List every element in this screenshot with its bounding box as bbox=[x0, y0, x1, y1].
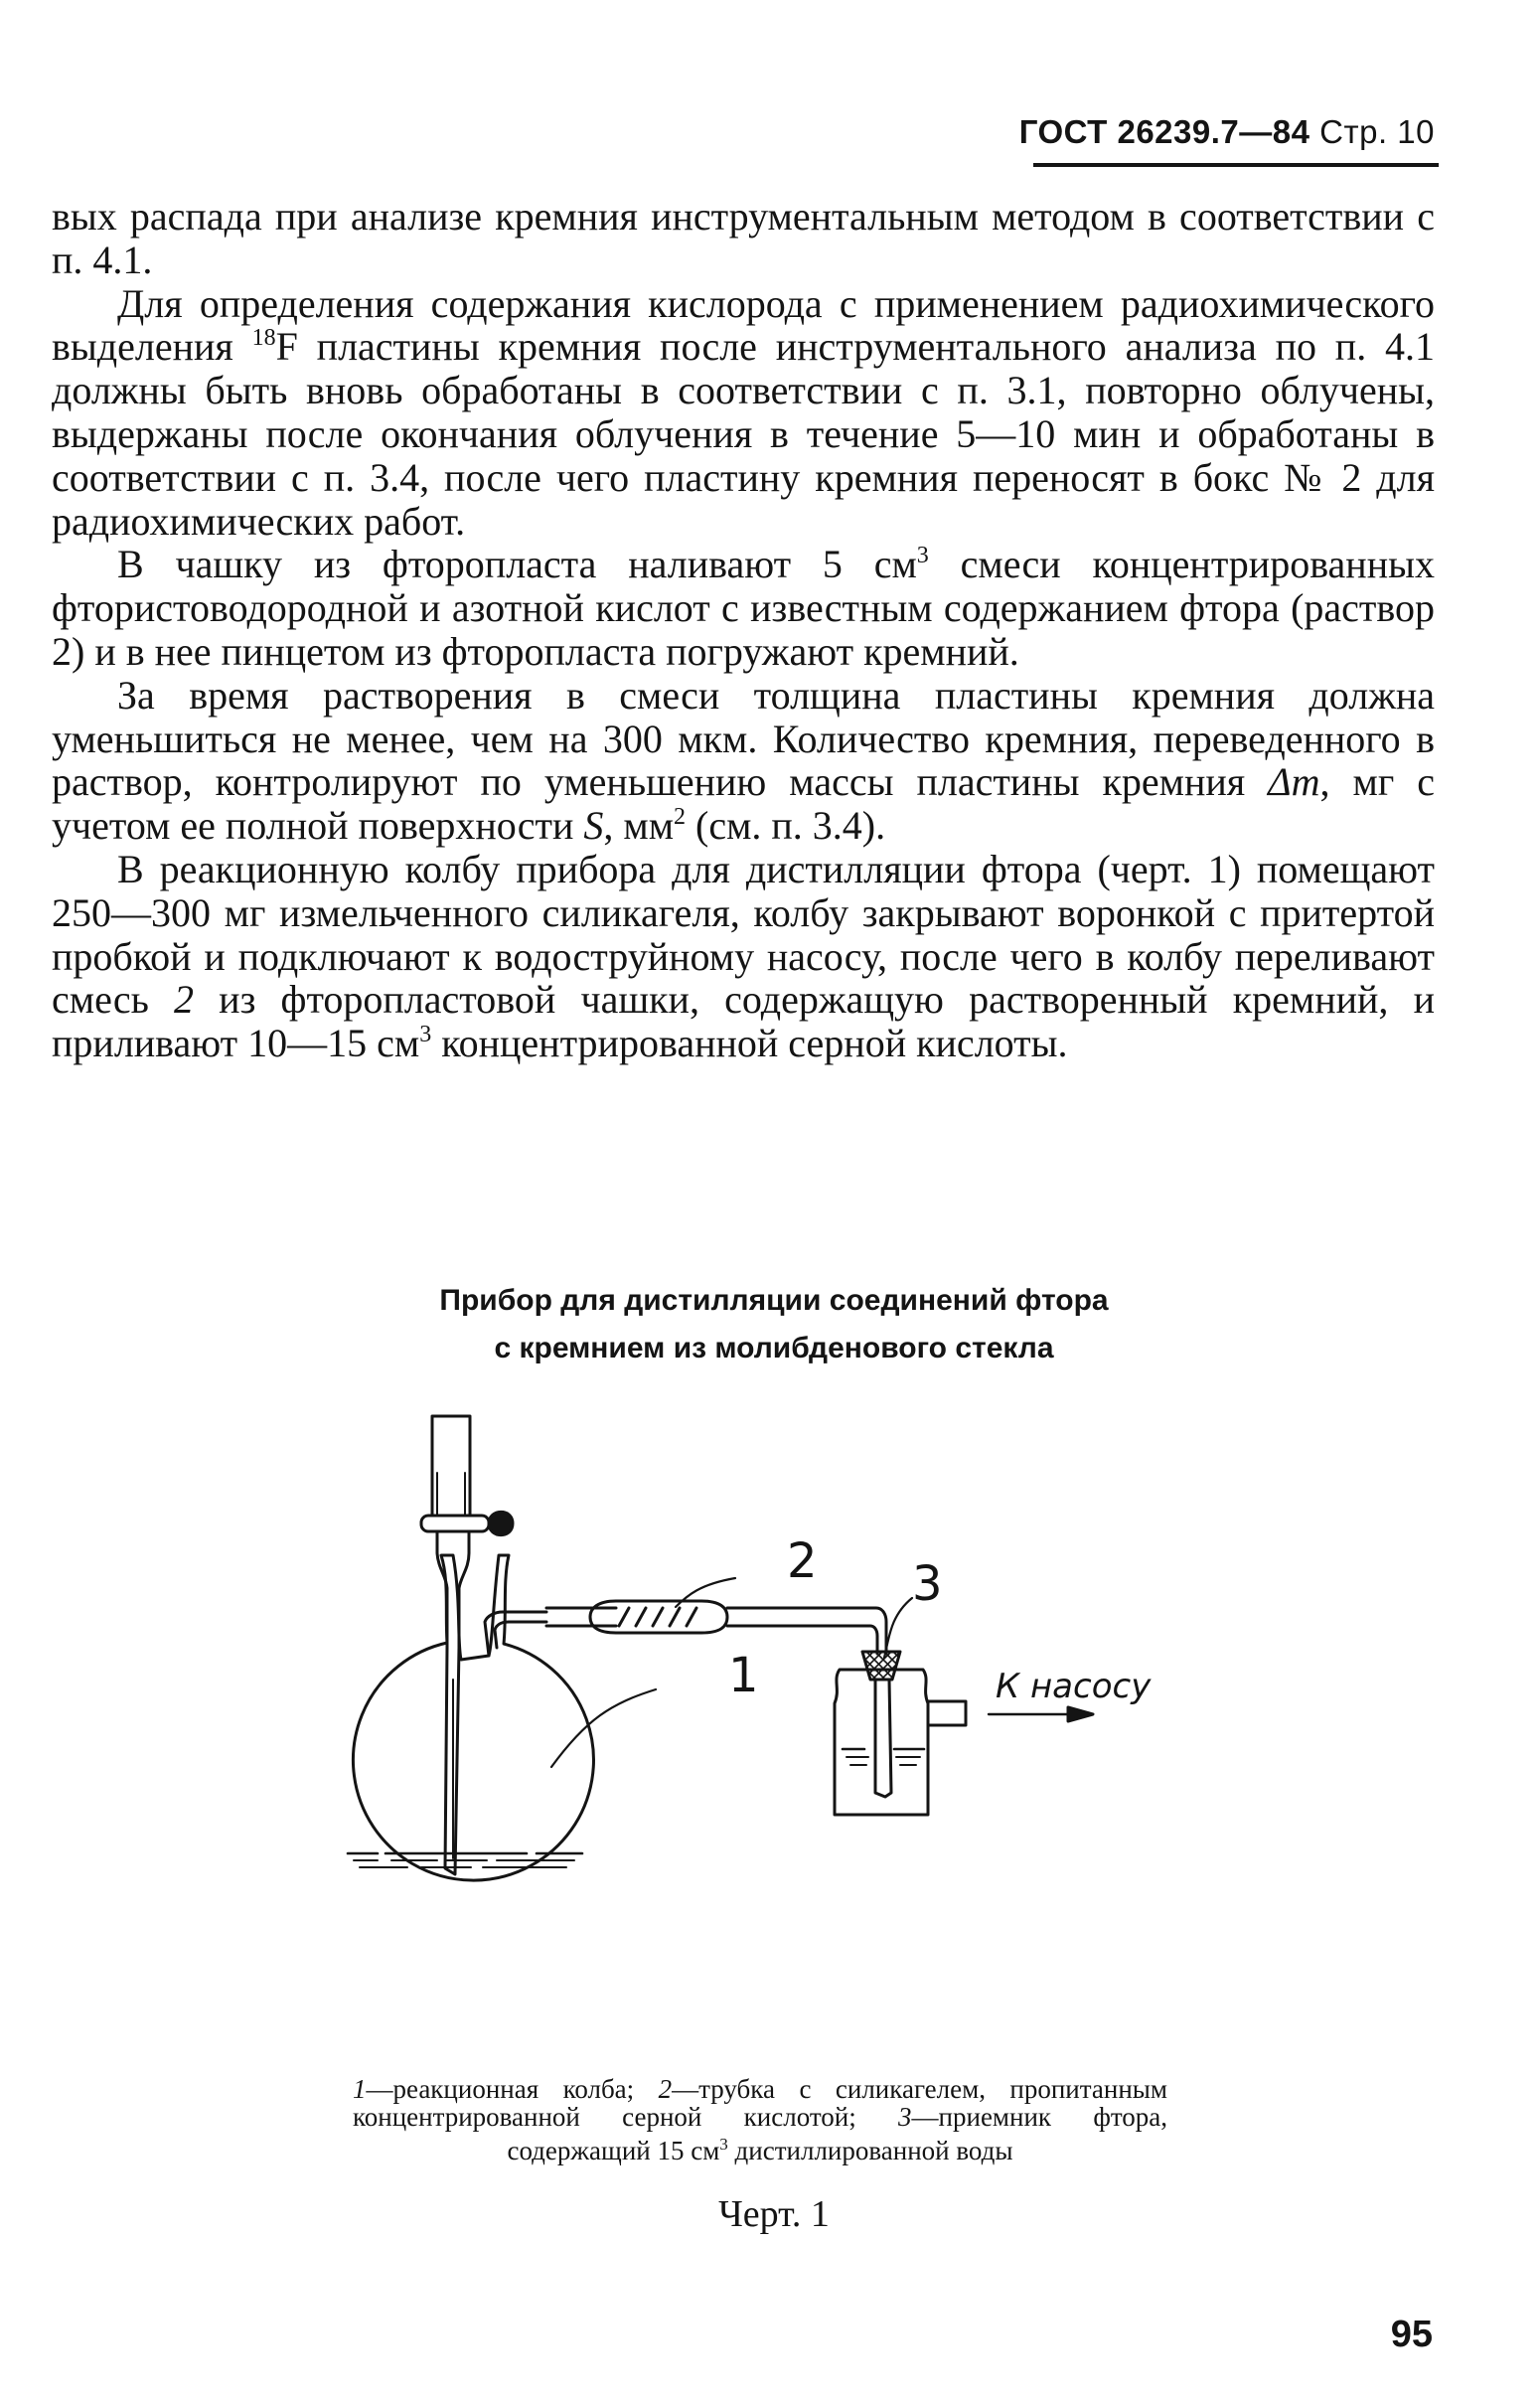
paragraph-1: вых распада при анализе кремния инструментальным методом в соответствии с п. 4.1. bbox=[52, 194, 1435, 282]
paragraph-2: Для определения содержания кислорода с применением радиохимического выделения $^{18}$F пластины кремния после инструментального анализа по п. 4.1 должны быть вновь обработаны в соответствии с п. 3.1, повторно облучены, выдержаны после окончания облучения в течение 5—10 мин и обработаны в соответствии с п. 3.4, после чего пластину кремния переносят в бокс № 2 для радиохимических работ. bbox=[52, 280, 1435, 544]
paragraph-5: В реакционную колбу прибора для дистилляции фтора (черт. 1) помещают 250—300 мг измельченного силикагеля, колбу закрывают воронкой с притертой пробкой и подключают к водоструйному насосу, после чего в колбу переливают смесь 2 из фторопластовой чашки, содержащую растворенный кремний, и приливают 10—15 $см^3$ концентрированной серной кислоты. bbox=[52, 846, 1436, 1066]
page-number: 95 bbox=[1390, 2314, 1433, 2355]
header-rule bbox=[1033, 163, 1439, 167]
leader-line-3 bbox=[884, 1598, 912, 1658]
pump-label: К насосу bbox=[996, 1667, 1152, 1706]
paragraph-4: За время растворения в смеси толщина пластины кремния должна уменьшиться не менее, чем на 300 мкм. Количество кремния, переведенного в раствор, контролируют по уменьшению массы пластины кремния Δm, мг с учетом ее полной поверхности S, $мм^2$ (см. п. 3.4). bbox=[52, 672, 1435, 849]
leader-line-1 bbox=[551, 1689, 656, 1767]
apparatus-drawing bbox=[338, 1391, 1232, 2067]
body-text bbox=[52, 195, 1435, 1065]
reaction-flask bbox=[348, 1555, 593, 1880]
paragraph-3: В чашку из фторопласта наливают 5 $см^3$ смеси концентрированных фтористоводородной и азотной кислот с известным содержанием фтора (раствор 2) и в нее пинцетом из фторопласта погружают кремний. bbox=[52, 542, 1435, 674]
gost-designation: ГОСТ 26239.7—84 bbox=[1018, 113, 1310, 150]
figure-number: Черт. 1 bbox=[718, 2193, 830, 2235]
figure-title-line-1: Прибор для дистилляции соединений фтора bbox=[439, 1284, 1109, 1317]
page-label: Стр. 10 bbox=[1319, 113, 1435, 150]
figure-title-line-2: с кремнием из молибденового стекла bbox=[494, 1332, 1054, 1364]
figure-title bbox=[0, 1277, 1540, 1372]
label-3: 3 bbox=[912, 1556, 943, 1612]
label-1: 1 bbox=[728, 1648, 759, 1703]
apparatus-svg bbox=[338, 1391, 1232, 2067]
leader-line-2 bbox=[676, 1578, 735, 1607]
silica-gel-tube bbox=[485, 1601, 886, 1656]
figure-caption: 1—реакционная колба; 2—трубка с силикагелем, пропитанным концентрированной серной кислотой; 3—приемник фтора, содержащий 15 $см^3$ дистиллированной воды bbox=[353, 2074, 1168, 2165]
label-2: 2 bbox=[787, 1533, 818, 1589]
running-header bbox=[1019, 113, 1435, 151]
